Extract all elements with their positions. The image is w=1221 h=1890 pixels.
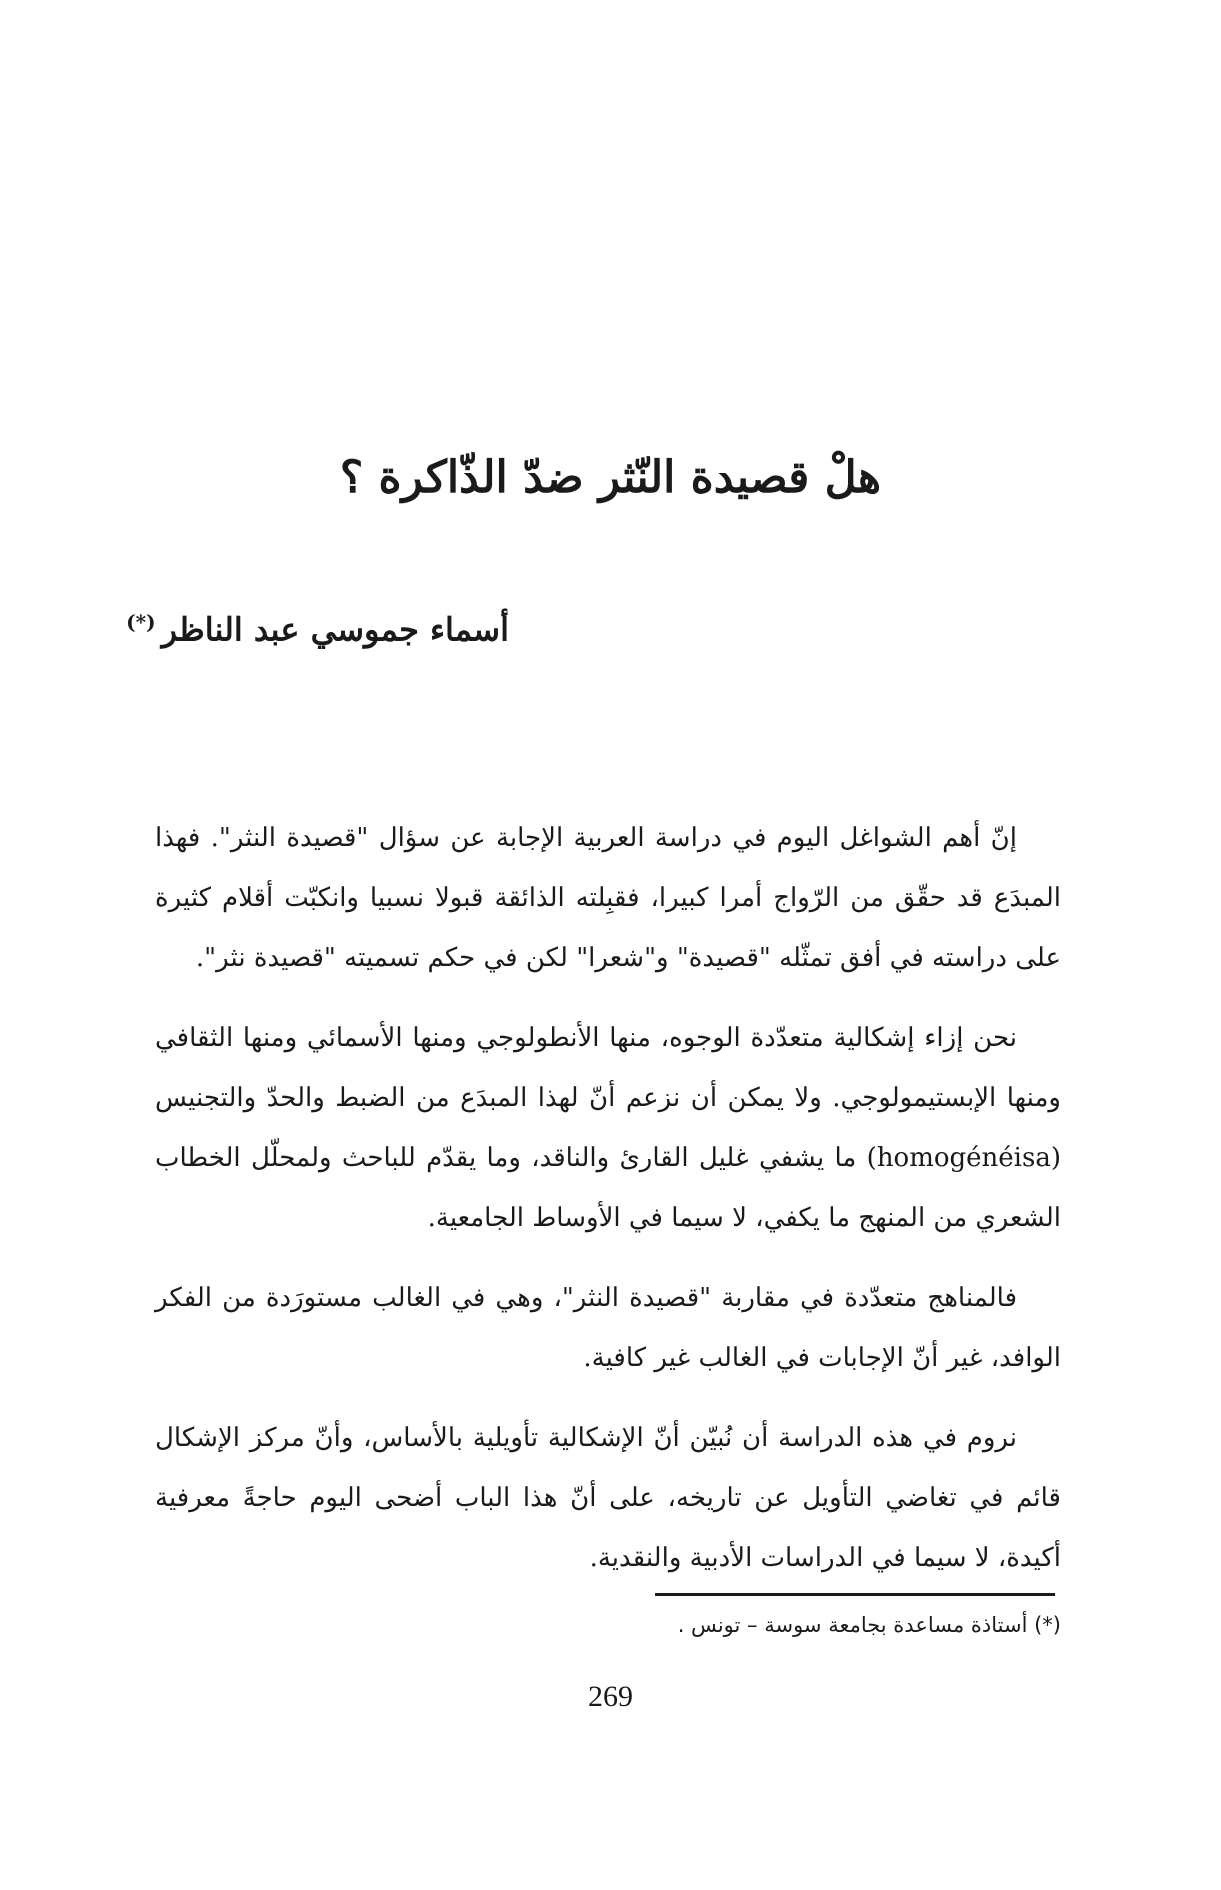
author-footnote-mark: (*) xyxy=(126,610,156,634)
paragraph-1: إنّ أهم الشواغل اليوم في دراسة العربية الإجابة عن سؤال "قصيدة النثر". فهذا المبدَع قد حقّق من الرّواج أمرا كبيرا، فقبِلته الذائقة قبولا نسبيا وانكبّت أقلام كثيرة على دراسته في أفق تمثّله "قصيدة" و"شعرا" لكن في حكم تسميته "قصيدة نثر". xyxy=(155,823,1061,973)
page-number: 269 xyxy=(588,1680,633,1713)
footnote: (*) أستاذة مساعدة بجامعة سوسة – تونس . xyxy=(677,1613,1061,1637)
article-body xyxy=(155,808,1061,1608)
paragraph-2: نحن إزاء إشكالية متعدّدة الوجوه، منها الأنطولوجي ومنها الأسمائي ومنها الثقافي ومنها الإبستيمولوجي. ولا يمكن أن نزعم أنّ لهذا المبدَع من الضبط والحدّ والتجنيس (homogénéisa) ما يشفي غليل القارئ والناقد، وما يقدّم للباحث ولمحلّل الخطاب الشعري من المنهج ما يكفي، لا سيما في الأوساط الجامعية. xyxy=(155,1023,1061,1233)
paragraph-4: نروم في هذه الدراسة أن نُبيّن أنّ الإشكالية تأويلية بالأساس، وأنّ مركز الإشكال قائم في تغاضي التأويل عن تاريخه، على أنّ هذا الباب أضحى اليوم حاجةً معرفية أكيدة، لا سيما في الدراسات الأدبية والنقدية. xyxy=(155,1423,1061,1573)
author-name: أسماء جموسي عبد الناظر xyxy=(161,610,509,649)
author-line xyxy=(126,600,509,652)
paragraph-3: فالمناهج متعدّدة في مقاربة "قصيدة النثر"، وهي في الغالب مستورَدة من الفكر الوافد، غير أنّ الإجابات في الغالب غير كافية. xyxy=(155,1283,1061,1373)
article-title: هلْ قصيدة النّثر ضدّ الذّاكرة ؟ xyxy=(339,452,882,503)
footnote-divider xyxy=(655,1593,1055,1596)
